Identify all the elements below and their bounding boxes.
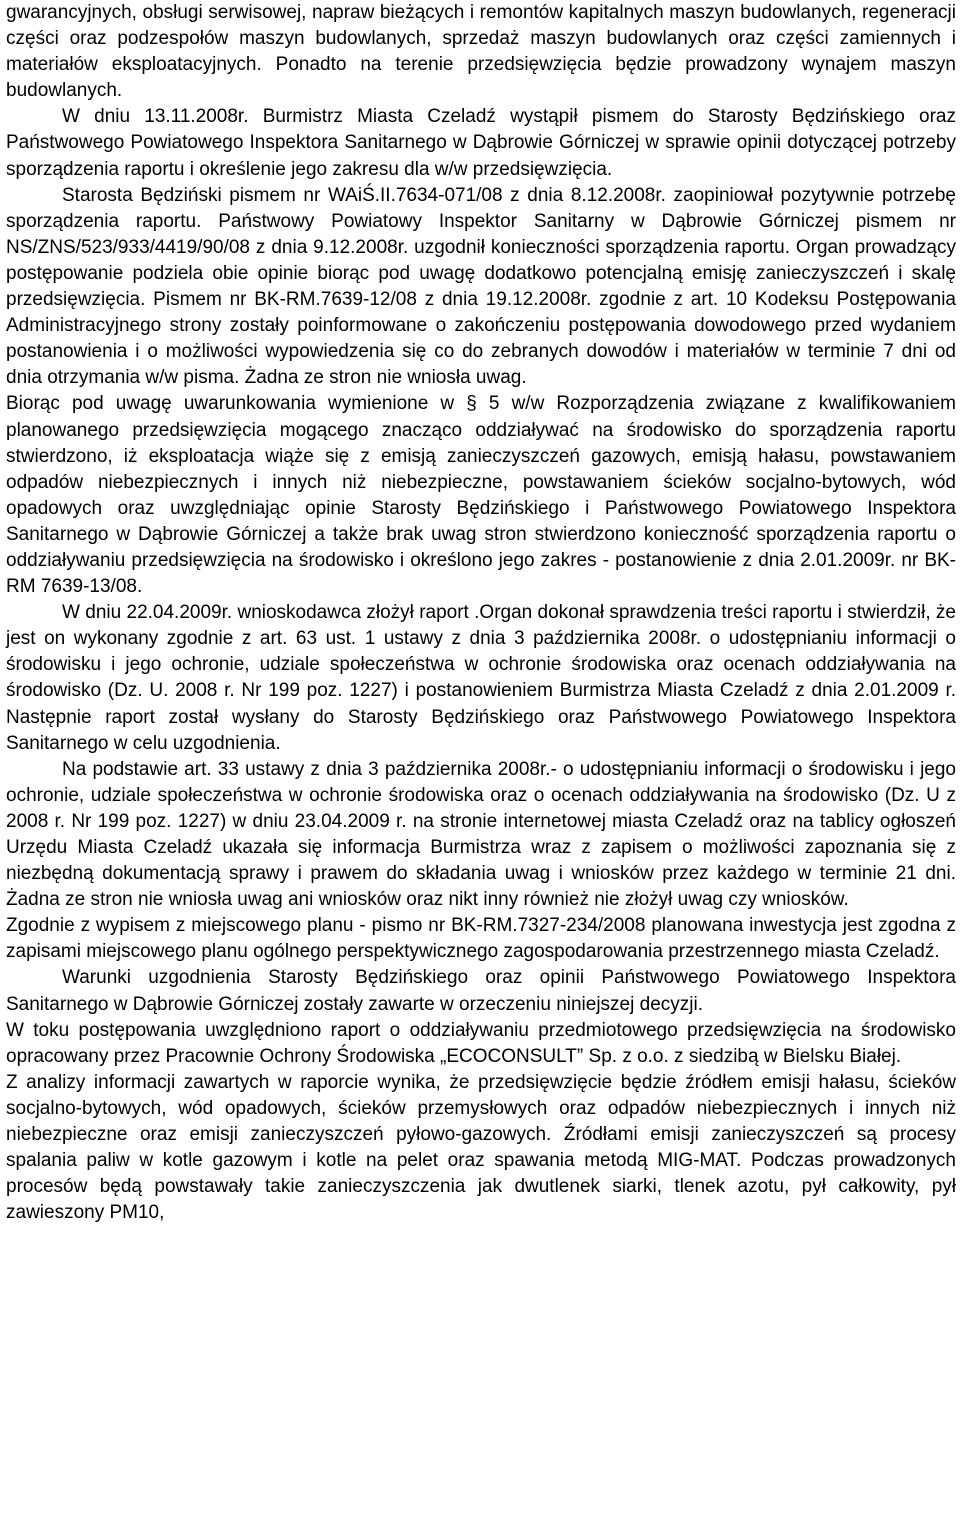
document-page bbox=[6, 0, 956, 1226]
paragraph: W dniu 13.11.2008r. Burmistrz Miasta Czeladź wystąpił pismem do Starosty Będzińskiego oraz Państwowego Powiatowego Inspektora Sanitarnego w Dąbrowie Górniczej w sprawie opinii dotyczącej potrzeby sporządzenia raportu i określenie jego zakresu dla w/w przedsięwzięcia. bbox=[6, 106, 956, 180]
paragraph: W dniu 22.04.2009r. wnioskodawca złożył raport .Organ dokonał sprawdzenia treści raportu i stwierdził, że jest on wykonany zgodnie z art. 63 ust. 1 ustawy z dnia 3 października 2008r. o udostępnianiu informacji o środowisku i jego ochronie, udziale społeczeństwa w ochronie środowiska oraz ocenach oddziaływania na środowisko (Dz. U. 2008 r. Nr 199 poz. 1227) i postanowieniem Burmistrza Miasta Czeladź z dnia 2.01.2009 r. Następnie raport został wysłany do Starosty Będzińskiego oraz Państwowego Powiatowego Inspektora Sanitarnego w celu uzgodnienia. bbox=[6, 602, 956, 754]
paragraph: Na podstawie art. 33 ustawy z dnia 3 października 2008r.- o udostępnianiu informacji o środowisku i jego ochronie, udziale społeczeństwa w ochronie środowiska oraz o ocenach oddziaływania na środowisko (Dz. U z 2008 r. Nr 199 poz. 1227) w dniu 23.04.2009 r. na stronie internetowej miasta Czeladź oraz na tablicy ogłoszeń Urzędu Miasta Czeladź ukazała się informacja Burmistrza wraz z zapisem o możliwości zapoznania się z niezbędną dokumentacją sprawy i prawem do składania uwag i wniosków przez każdego w terminie 21 dni. Żadna ze stron nie wniosła uwag ani wniosków oraz nikt inny również nie złożył uwag czy wniosków. bbox=[6, 758, 956, 911]
paragraph: Z analizy informacji zawartych w raporcie wynika, że przedsięwzięcie będzie źródłem emisji hałasu, ścieków socjalno-bytowych, wód opadowych, ścieków przemysłowych oraz odpadów niebezpiecznych i innych niż niebezpieczne oraz emisji zanieczyszczeń pyłowo-gazowych. Źródłami emisji zanieczyszczeń są procesy spalania paliw w kotle gazowym i kotle na pelet oraz spawania metodą MIG-MAT. Podczas prowadzonych procesów będą powstawały takie zanieczyszczenia jak dwutlenek siarki, tlenek azotu, pył całkowity, pył zawieszony PM10, bbox=[6, 1071, 956, 1224]
paragraph: W toku postępowania uwzględniono raport o oddziaływaniu przedmiotowego przedsięwzięcia na środowisko opracowany przez Pracownie Ochrony Środowiska „ECOCONSULT” Sp. z o.o. z siedzibą w Bielsku Białej. bbox=[6, 1019, 956, 1067]
paragraph: Zgodnie z wypisem z miejscowego planu - pismo nr BK-RM.7327-234/2008 planowana inwestycja jest zgodna z zapisami miejscowego planu ogólnego perspektywicznego zagospodarowania przestrzennego miasta Czeladź. bbox=[6, 915, 956, 963]
paragraph: Biorąc pod uwagę uwarunkowania wymienione w § 5 w/w Rozporządzenia związane z kwalifikowaniem planowanego przedsięwzięcia mogącego znacząco oddziaływać na środowisko do sporządzenia raportu stwierdzono, iż eksploatacja wiąże się z emisją zanieczyszczeń gazowych, emisją hałasu, powstawaniem odpadów niebezpiecznych i innych niż niebezpieczne, powstawaniem ścieków socjalno-bytowych, wód opadowych oraz uwzględniając opinie Starosty Będzińskiego i Państwowego Powiatowego Inspektora Sanitarnego w Dąbrowie Górniczej a także brak uwag stron stwierdzono konieczność sporządzenia raportu o oddziaływaniu przedsięwzięcia na środowisko i określono jego zakres - postanowienie z dnia 2.01.2009r. nr BK-RM 7639-13/08. bbox=[6, 393, 956, 598]
paragraph: Warunki uzgodnienia Starosty Będzińskiego oraz opinii Państwowego Powiatowego Inspektora Sanitarnego w Dąbrowie Górniczej zostały zawarte w orzeczeniu niniejszej decyzji. bbox=[6, 967, 956, 1015]
paragraph: Starosta Będziński pismem nr WAiŚ.II.7634-071/08 z dnia 8.12.2008r. zaopiniował pozytywnie potrzebę sporządzenia raportu. Państwowy Powiatowy Inspektor Sanitarny w Dąbrowie Górniczej pismem nr NS/ZNS/523/933/4419/90/08 z dnia 9.12.2008r. uzgodnił konieczności sporządzenia raportu. Organ prowadzący postępowanie podziela obie opinie biorąc pod uwagę dodatkowo potencjalną emisję zanieczyszczeń i skalę przedsięwzięcia. Pismem nr BK-RM.7639-12/08 z dnia 19.12.2008r. zgodnie z art. 10 Kodeksu Postępowania Administracyjnego strony zostały poinformowane o zakończeniu postępowania dowodowego przed wydaniem postanowienia i o możliwości wypowiedzenia się co do zebranych dowodów i materiałów w terminie 7 dni od dnia otrzymania w/w pisma. Żadna ze stron nie wniosła uwag. bbox=[6, 184, 956, 389]
paragraph: gwarancyjnych, obsługi serwisowej, napraw bieżących i remontów kapitalnych maszyn budowlanych, regeneracji części oraz podzespołów maszyn budowlanych, sprzedaż maszyn budowlanych oraz części zamiennych i materiałów eksploatacyjnych. Ponadto na terenie przedsięwzięcia będzie prowadzony wynajem maszyn budowlanych. bbox=[6, 2, 956, 102]
